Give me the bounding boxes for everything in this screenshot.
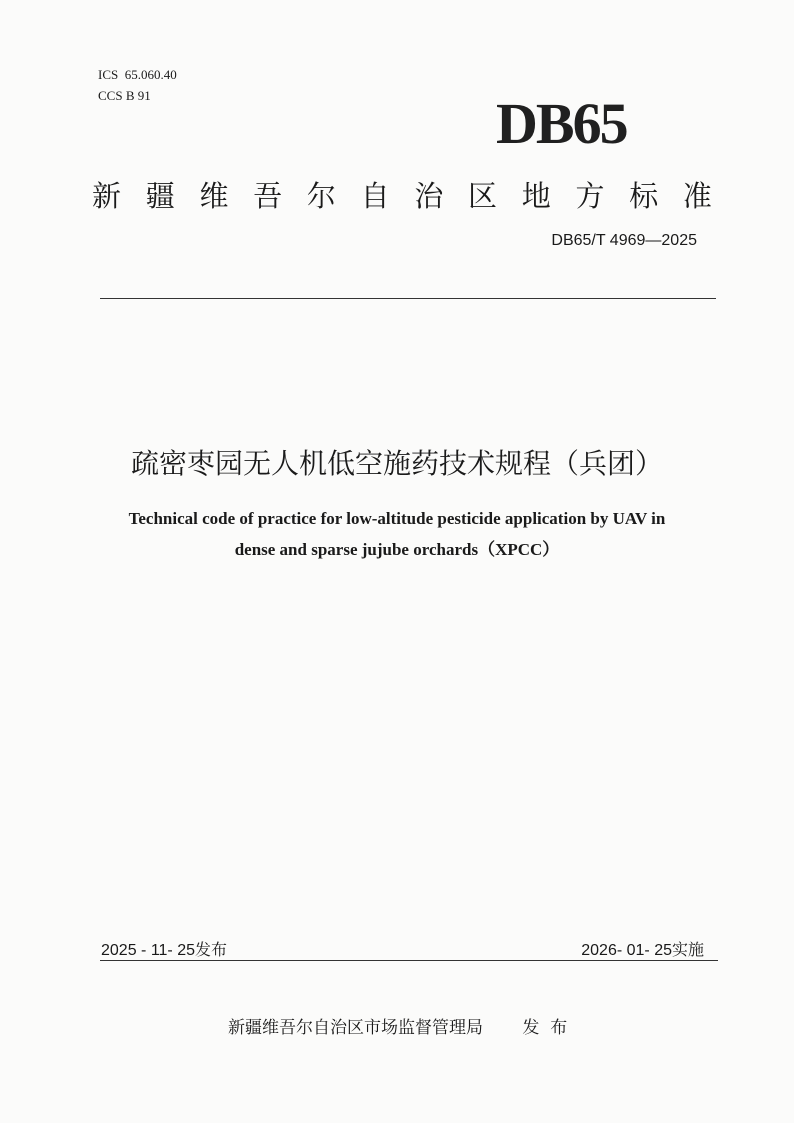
org-char: 维 bbox=[199, 179, 229, 213]
org-char: 方 bbox=[575, 179, 605, 213]
bottom-divider bbox=[100, 960, 718, 961]
implement-date: 2026- 01- 25实施 bbox=[581, 942, 704, 959]
org-char: 吾 bbox=[253, 179, 283, 213]
org-char: 治 bbox=[414, 179, 444, 213]
org-char: 自 bbox=[360, 179, 390, 213]
title-chinese: 疏密枣园无人机低空施药技术规程（兵团） bbox=[130, 447, 663, 480]
title-english-line2: dense and sparse jujube orchards（XPCC） bbox=[234, 540, 560, 559]
title-english-line1: Technical code of practice for low-altitude pesticide application by UAV in bbox=[128, 509, 666, 528]
issue-date: 2025 - 11- 25发布 bbox=[101, 942, 227, 959]
org-char: 地 bbox=[521, 179, 551, 213]
publish-label: 发 布 bbox=[522, 1018, 568, 1038]
org-heading bbox=[92, 174, 712, 215]
org-char: 标 bbox=[629, 179, 659, 213]
org-char: 新 bbox=[92, 179, 122, 213]
org-char: 准 bbox=[682, 179, 712, 213]
org-char: 区 bbox=[468, 179, 498, 213]
top-divider bbox=[100, 298, 716, 299]
ccs-code: CCS B 91 bbox=[98, 88, 151, 103]
db65-logo: DB65 bbox=[496, 91, 627, 156]
classification-codes bbox=[98, 64, 177, 106]
ics-code: ICS 65.060.40 bbox=[98, 67, 177, 82]
org-char: 尔 bbox=[306, 179, 336, 213]
publisher-line bbox=[228, 1013, 567, 1038]
standard-number: DB65/T 4969—2025 bbox=[551, 232, 697, 249]
publisher: 新疆维吾尔自治区市场监督管理局 bbox=[228, 1018, 483, 1038]
org-char: 疆 bbox=[145, 179, 175, 213]
